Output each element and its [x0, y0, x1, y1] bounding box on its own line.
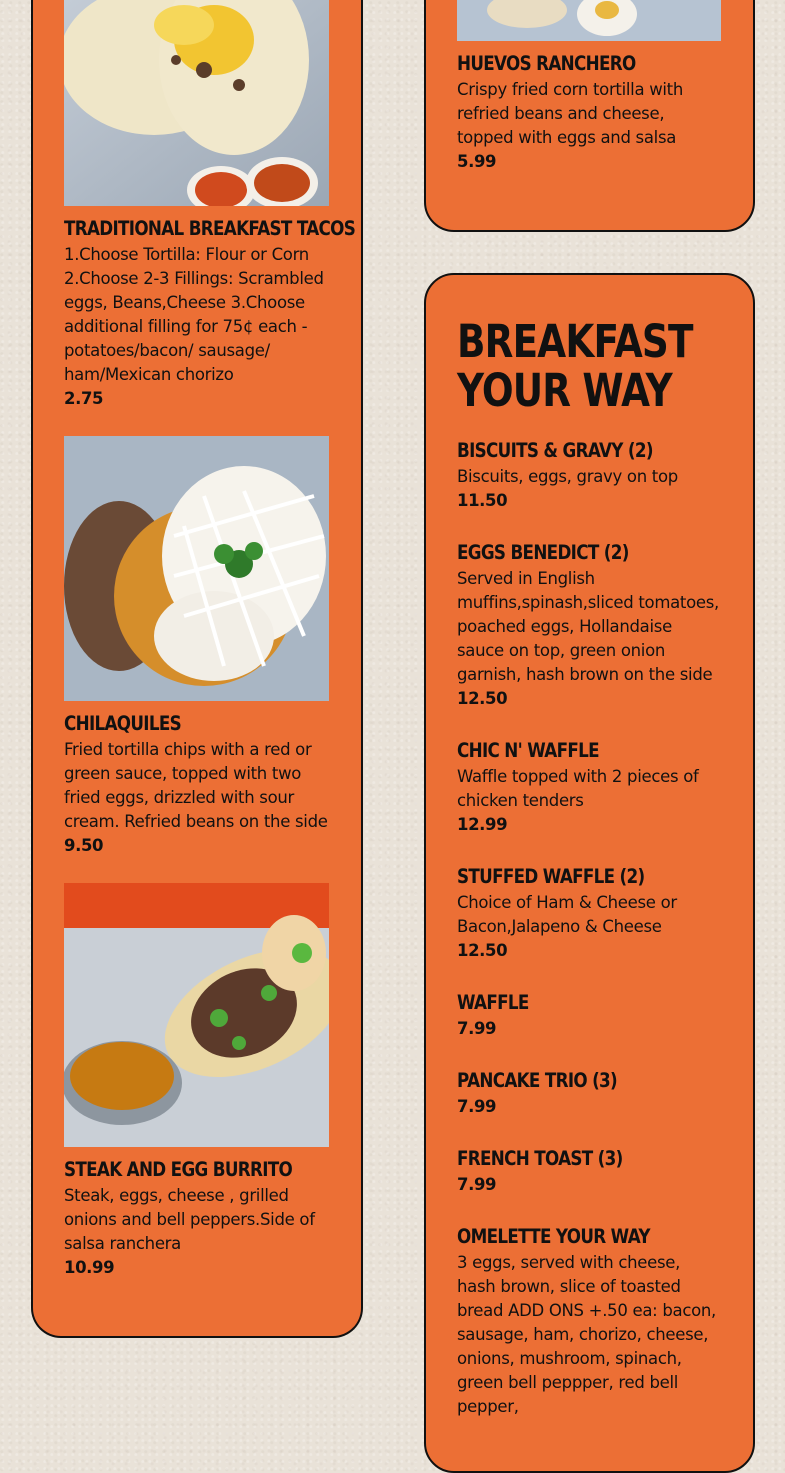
- section-title-line: BREAKFAST: [457, 315, 693, 368]
- steak-burrito-photo: [64, 883, 329, 1147]
- huevos-ranchero-photo: [457, 0, 721, 41]
- item-title: CHILAQUILES: [64, 712, 182, 735]
- item-title: PANCAKE TRIO (3): [457, 1069, 618, 1092]
- item-price: 9.50: [64, 836, 104, 855]
- item-title: BISCUITS & GRAVY (2): [457, 439, 653, 462]
- item-price: 12.50: [457, 689, 508, 708]
- item-description: 3 eggs, served with cheese, hash brown, slice of toasted bread ADD ONS +.50 ea: bacon, sausage, ham, chorizo, cheese, onions, mushroom, spinach, green bell peppper, red bell pepper,: [457, 1253, 716, 1416]
- item-price: 7.99: [457, 1097, 497, 1116]
- item-title: TRADITIONAL BREAKFAST TACOS: [64, 217, 356, 240]
- item-price: 10.99: [64, 1258, 115, 1277]
- item-title: STEAK AND EGG BURRITO: [64, 1158, 293, 1181]
- item-description: Served in English muffins,spinash,sliced tomatoes, poached eggs, Hollandaise sauce on top, green onion garnish, hash brown on the side: [457, 569, 719, 684]
- section-title-line: YOUR WAY: [457, 364, 672, 417]
- item-title: CHIC N' WAFFLE: [457, 739, 599, 762]
- item-description: Waffle topped with 2 pieces of chicken tenders: [457, 767, 699, 810]
- section-title: [457, 317, 693, 415]
- item-title: OMELETTE YOUR WAY: [457, 1225, 650, 1248]
- item-description: Steak, eggs, cheese , grilled onions and bell peppers.Side of salsa ranchera: [64, 1186, 315, 1253]
- item-description: Fried tortilla chips with a red or green sauce, topped with two fried eggs, drizzled with sour cream. Refried beans on the side: [64, 740, 328, 831]
- item-title: FRENCH TOAST (3): [457, 1147, 623, 1170]
- item-price: 7.99: [457, 1175, 497, 1194]
- item-title: STUFFED WAFFLE (2): [457, 865, 645, 888]
- item-price: 2.75: [64, 389, 104, 408]
- item-description: Choice of Ham & Cheese or Bacon,Jalapeno & Cheese: [457, 893, 677, 936]
- item-price: 11.50: [457, 491, 508, 510]
- item-title: WAFFLE: [457, 991, 529, 1014]
- item-price: 12.50: [457, 941, 508, 960]
- breakfast-tacos-photo: [64, 0, 329, 206]
- item-price: 12.99: [457, 815, 508, 834]
- item-title: EGGS BENEDICT (2): [457, 541, 629, 564]
- item-description: 1.Choose Tortilla: Flour or Corn 2.Choose 2-3 Fillings: Scrambled eggs, Beans,Cheese 3.Choose additional filling for 75¢ each - potatoes/bacon/ sausage/ ham/Mexican chorizo: [64, 245, 324, 384]
- item-description: Biscuits, eggs, gravy on top: [457, 467, 678, 486]
- item-price: 5.99: [457, 152, 497, 171]
- item-title: HUEVOS RANCHERO: [457, 52, 636, 75]
- item-description: Crispy fried corn tortilla with refried beans and cheese, topped with eggs and salsa: [457, 80, 684, 147]
- chilaquiles-photo: [64, 436, 329, 701]
- item-price: 7.99: [457, 1019, 497, 1038]
